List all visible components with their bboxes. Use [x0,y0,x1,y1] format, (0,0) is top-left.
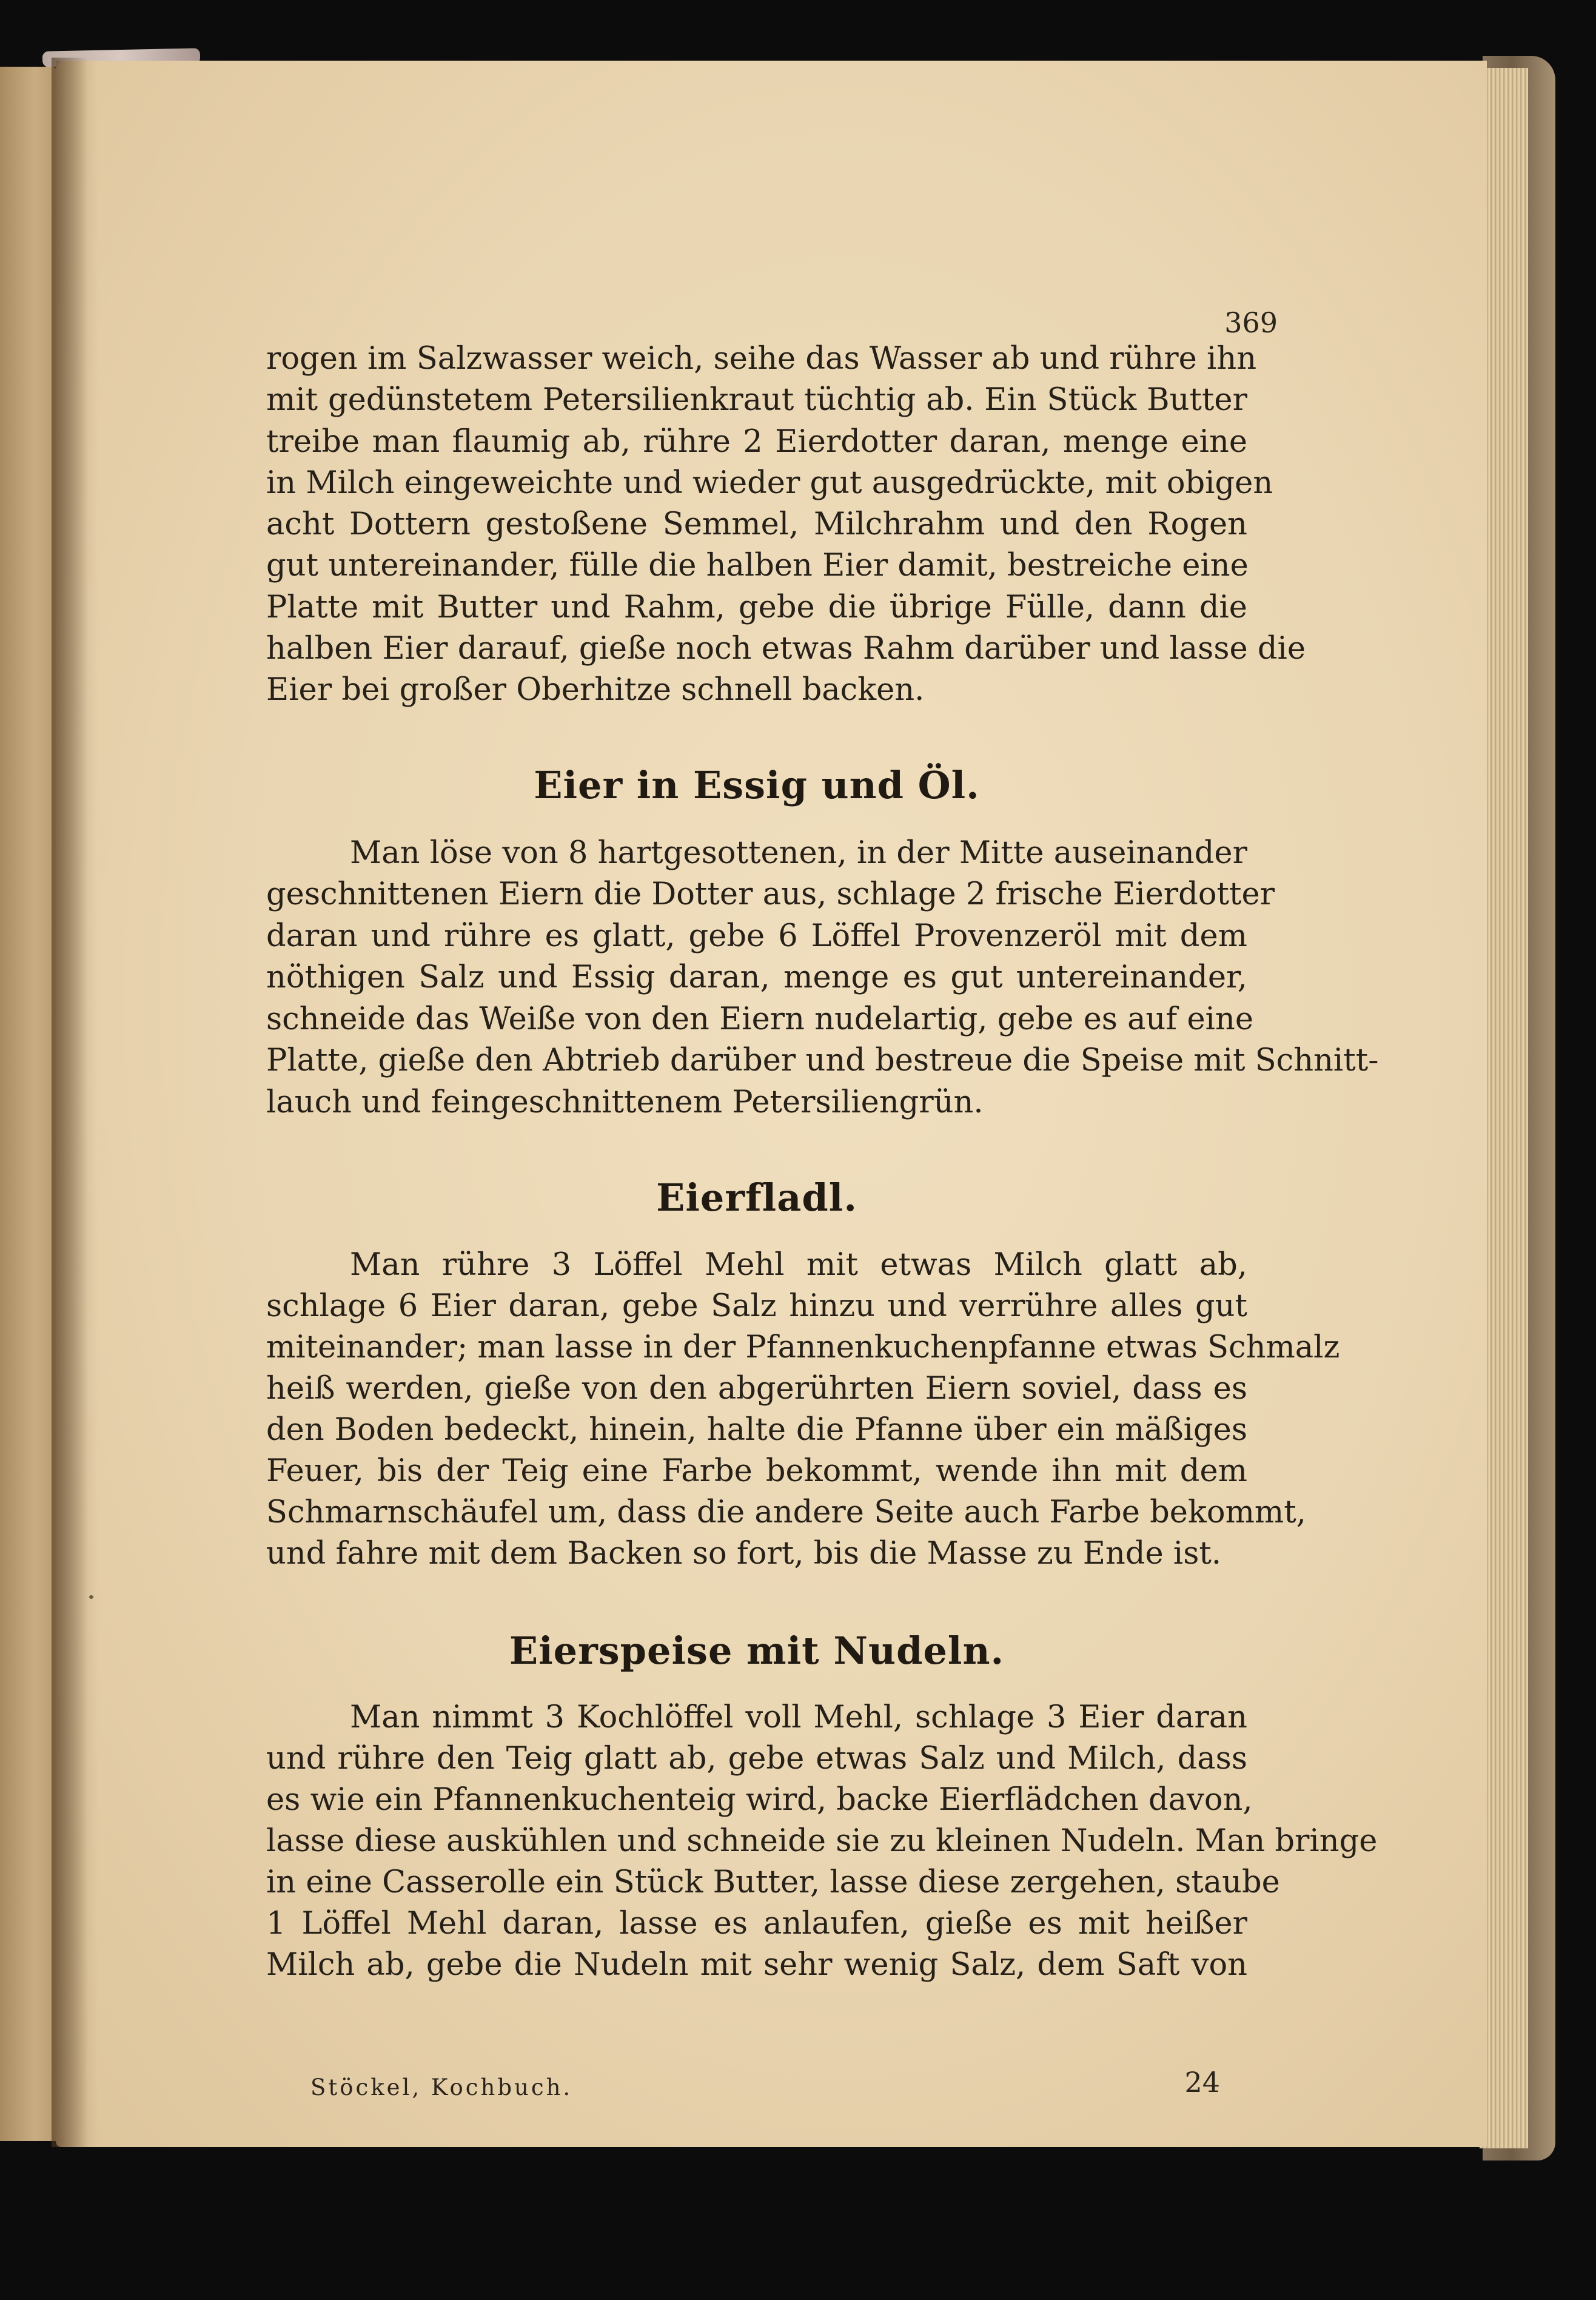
text-line: heiß werden, gieße von den abgerührten Eiern soviel, dass es [266,1371,1247,1407]
text-line: nöthigen Salz und Essig daran, menge es gut untereinander, [266,960,1247,995]
section-heading-eierfladl: Eierfladl. [656,1175,857,1220]
text-line: lauch und feingeschnittenem Petersiliengrün. [266,1084,984,1120]
text-line: schlage 6 Eier daran, gebe Salz hinzu und verrühre alles gut [266,1288,1247,1324]
left-page-edge [0,67,58,2141]
text-line: 1 Löffel Mehl daran, lasse es anlaufen, gieße es mit heißer [266,1906,1247,1942]
text-line: den Boden bedeckt, hinein, halte die Pfanne über ein mäßiges [266,1412,1247,1448]
text-line: miteinander; man lasse in der Pfannenkuchenpfanne etwas Schmalz [266,1330,1340,1365]
text-line: Man löse von 8 hartgesottenen, in der Mitte auseinander [350,835,1247,871]
sheet-signature-number: 24 [1184,2066,1220,2099]
text-line: Platte mit Butter und Rahm, gebe die übrige Fülle, dann die [266,590,1247,625]
text-line: acht Dottern gestoßene Semmel, Milchrahm und den Rogen [266,506,1247,542]
footer-author-signature: Stöckel, Kochbuch. [310,2074,573,2100]
text-line: Man rühre 3 Löffel Mehl mit etwas Milch glatt ab, [350,1247,1247,1283]
text-line: Platte, gieße den Abtrieb darüber und bestreue die Speise mit Schnitt- [266,1043,1379,1078]
text-line: Milch ab, gebe die Nudeln mit sehr wenig Salz, dem Saft von [266,1947,1247,1983]
text-line: in Milch eingeweichte und wieder gut ausgedrückte, mit obigen [266,465,1273,501]
text-line: und rühre den Teig glatt ab, gebe etwas Salz und Milch, dass [266,1741,1247,1777]
text-line: halben Eier darauf, gieße noch etwas Rahm darüber und lasse die [266,631,1306,667]
text-line: daran und rühre es glatt, gebe 6 Löffel Provenzeröl mit dem [266,918,1247,954]
paper-speck [89,1595,93,1599]
text-line: geschnittenen Eiern die Dotter aus, schlage 2 frische Eierdotter [266,876,1275,912]
text-line: rogen im Salzwasser weich, seihe das Wasser ab und rühre ihn [266,341,1257,377]
page-stack-edge [1480,68,1528,2148]
section-heading-eier-in-essig: Eier in Essig und Öl. [534,763,980,807]
text-line: und fahre mit dem Backen so fort, bis die Masse zu Ende ist. [266,1536,1222,1572]
text-line: gut untereinander, fülle die halben Eier damit, bestreiche eine [266,548,1249,583]
text-line: schneide das Weiße von den Eiern nudelartig, gebe es auf eine [266,1001,1254,1037]
section-heading-eierspeise-mit-nudeln: Eierspeise mit Nudeln. [509,1629,1005,1673]
gutter-shadow [52,58,88,2147]
text-line: Feuer, bis der Teig eine Farbe bekommt, wende ihn mit dem [266,1453,1247,1489]
text-line: treibe man flaumig ab, rühre 2 Eierdotter daran, menge eine [266,424,1247,460]
text-line: mit gedünstetem Petersilienkraut tüchtig ab. Ein Stück Butter [266,382,1247,418]
book-page [56,61,1487,2147]
text-line: in eine Casserolle ein Stück Butter, lasse diese zergehen, staube [266,1865,1280,1900]
text-line: Schmarnschäufel um, dass die andere Seite auch Farbe bekommt, [266,1495,1306,1530]
text-line: es wie ein Pfannenkuchenteig wird, backe Eierflädchen davon, [266,1782,1253,1818]
text-line: lasse diese auskühlen und schneide sie zu kleinen Nudeln. Man bringe [266,1823,1378,1859]
text-line: Man nimmt 3 Kochlöffel voll Mehl, schlage 3 Eier daran [350,1700,1247,1735]
page-number: 369 [1224,306,1278,339]
text-line: Eier bei großer Oberhitze schnell backen. [266,672,925,708]
